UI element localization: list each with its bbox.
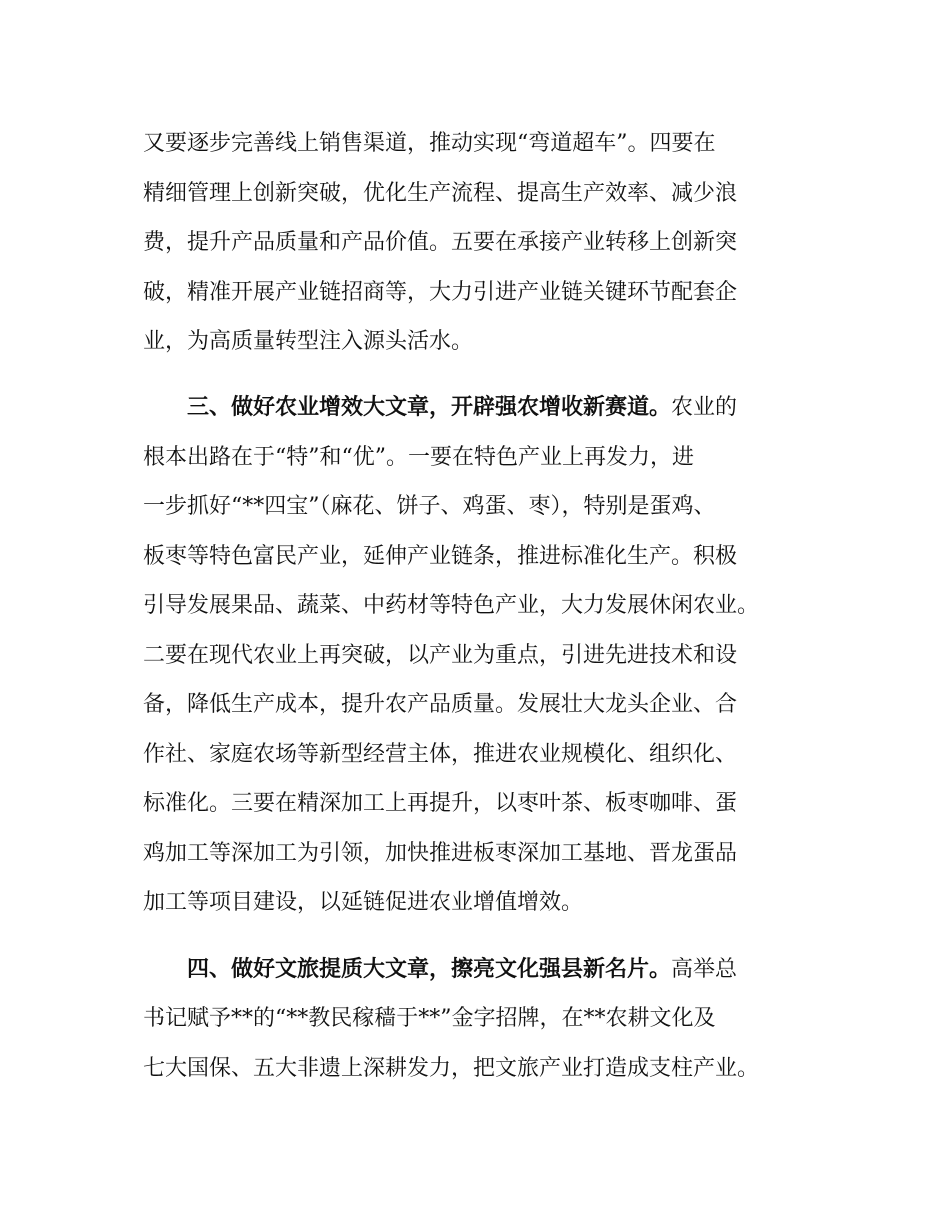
section3-line-2: 根本出路在于“特”和“优”。一要在特色产业上再发力，进 xyxy=(143,445,694,470)
section3-line-3: 一步抓好“**四宝”（麻花、饼子、鸡蛋、枣），特别是蛋鸡、 xyxy=(143,494,716,519)
section4-first-line-rest: 高举总 xyxy=(671,957,738,982)
paragraph1-line-3: 费，提升产品质量和产品价值。五要在承接产业转移上创新突 xyxy=(143,230,738,255)
section3-first-line-rest: 农业的 xyxy=(671,395,738,420)
section3-line-7: 备，降低生产成本，提升农产品质量。发展壮大龙头企业、合 xyxy=(143,692,738,717)
section3-line-6: 二要在现代农业上再突破，以产业为重点，引进先进技术和设 xyxy=(143,643,738,668)
section3-line-10: 鸡加工等深加工为引领，加快推进板枣深加工基地、晋龙蛋品 xyxy=(143,841,738,866)
section4-heading: 四、做好文旅提质大文章，擦亮文化强县新名片。 xyxy=(187,957,672,982)
section3-line-5: 引导发展果品、蔬菜、中药材等特色产业，大力发展休闲农业。 xyxy=(143,593,760,618)
section3-line-4: 板枣等特色富民产业，延伸产业链条，推进标准化生产。积极 xyxy=(143,544,738,569)
section4-first-line xyxy=(187,950,737,990)
paragraph1-line-2: 精细管理上创新突破，优化生产流程、提高生产效率、减少浪 xyxy=(143,181,738,206)
paragraph1-line-4: 破，精准开展产业链招商等，大力引进产业链关键环节配套企 xyxy=(143,280,738,305)
paragraph1-line-1: 又要逐步完善线上销售渠道，推动实现“弯道超车”。四要在 xyxy=(143,131,716,156)
section3-first-line xyxy=(187,388,737,428)
section3-heading: 三、做好农业增效大文章，开辟强农增收新赛道。 xyxy=(187,395,672,420)
section4-line-3: 七大国保、五大非遗上深耕发力，把文旅产业打造成支柱产业。 xyxy=(143,1056,760,1081)
paragraph1-line-5: 业，为高质量转型注入源头活水。 xyxy=(143,329,474,354)
section4-line-2: 书记赋予**的“**教民稼穑于**”金字招牌，在**农耕文化及 xyxy=(143,1006,716,1031)
section3-line-11: 加工等项目建设，以延链促进农业增值增效。 xyxy=(143,890,584,915)
section3-line-8: 作社、家庭农场等新型经营主体，推进农业规模化、组织化、 xyxy=(143,742,738,767)
section3-line-9: 标准化。三要在精深加工上再提升，以枣叶茶、板枣咖啡、蛋 xyxy=(143,791,738,816)
